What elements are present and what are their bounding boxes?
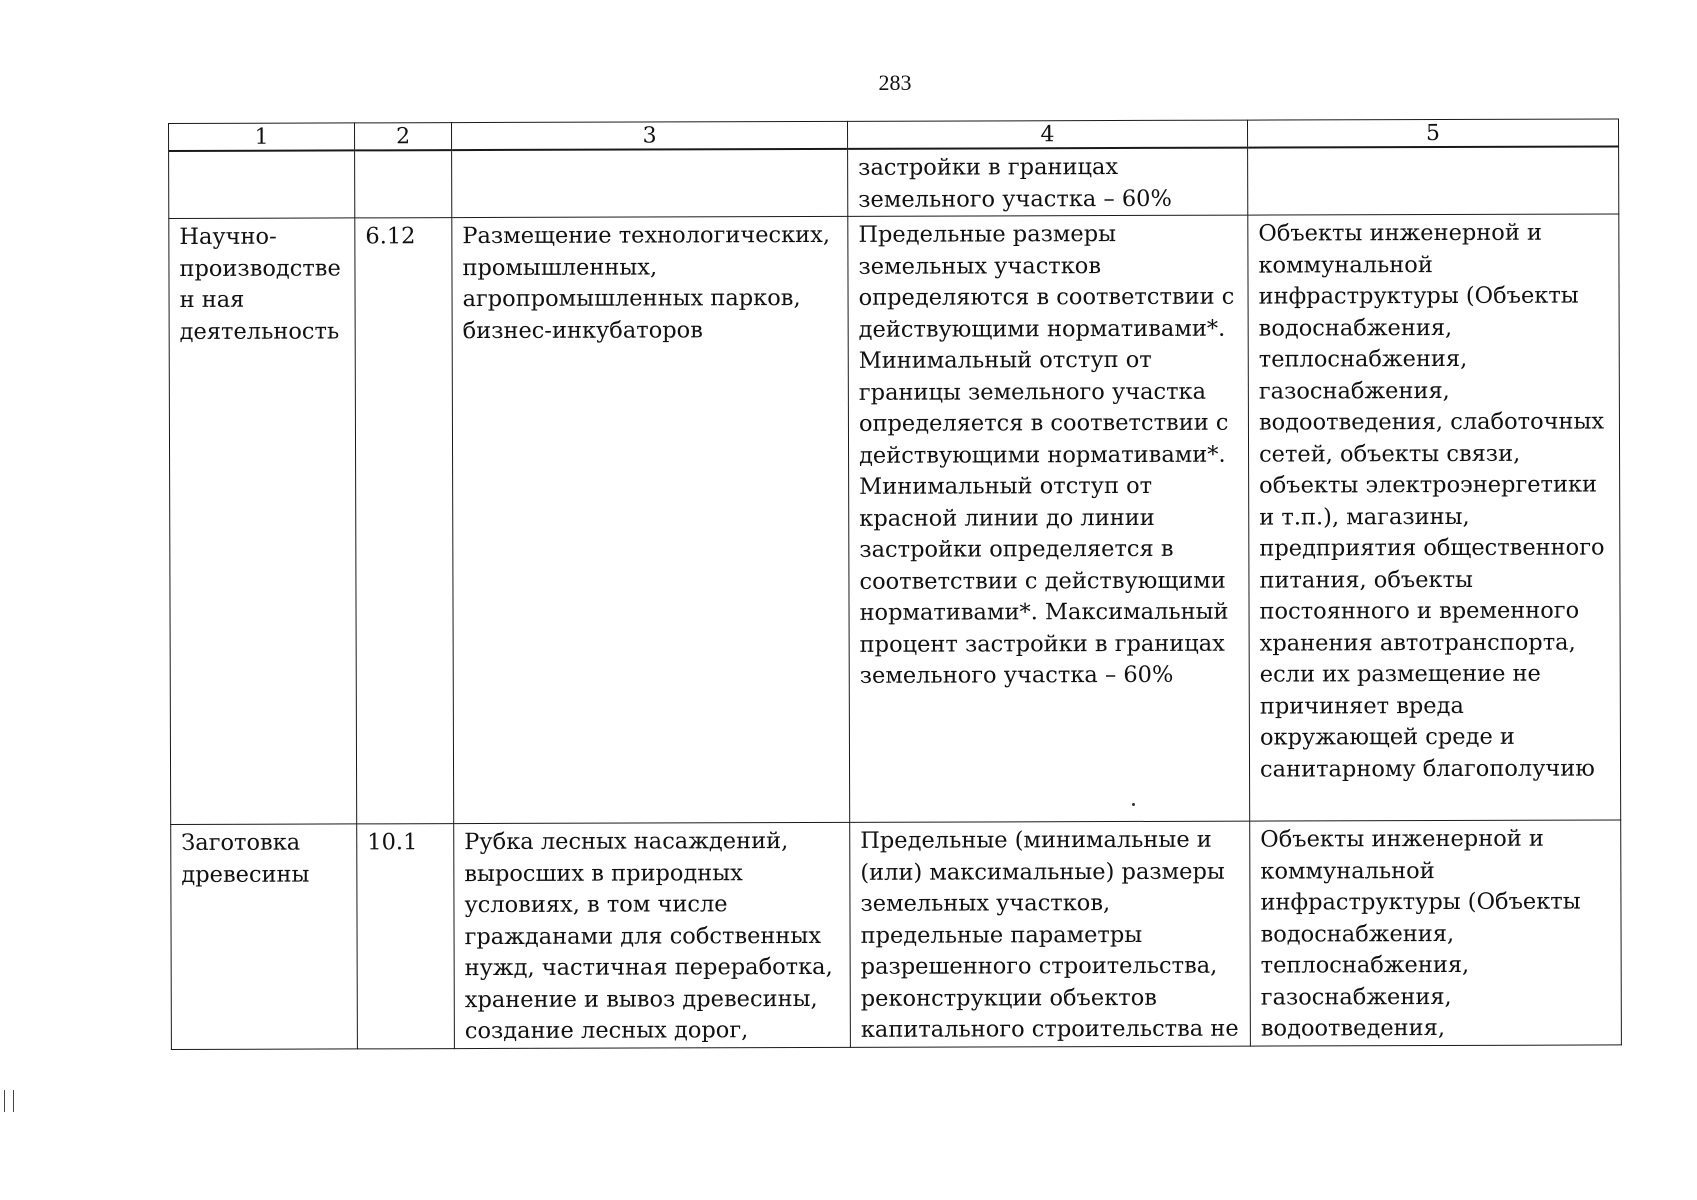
header-cell-3: 3: [452, 121, 848, 150]
document-sheet: [168, 118, 1621, 1049]
cell-type: [169, 150, 355, 218]
table-row: [169, 146, 1619, 218]
cell-description: Размещение технологических, промышленных, агропромышленных парков, бизнес-инкубаторов: [452, 216, 850, 823]
cell-parameters: Предельные размеры земельных участков определяются в соответствии с действующими нормативами*. Минимальный отступ от границы земельного участка определяется в соответствии с действующими нормативами*. Минимальный отступ от красной линии до линии застройки определяется в соответствии с действующими нормативами*. Максимальный процент застройки в границах земельного участка – 60%: [848, 215, 1250, 822]
cell-auxiliary: [1248, 146, 1619, 215]
cell-description: [452, 149, 848, 218]
cell-parameters: застройки в границах земельного участка – 60%: [848, 148, 1248, 217]
cell-code: 10.1: [357, 824, 455, 1049]
cell-code: 6.12: [355, 218, 454, 824]
binding-margin-mark: [4, 1090, 14, 1112]
page-number: 283: [878, 70, 912, 95]
cell-parameters: Предельные (минимальные и (или) максимальные) размеры земельных участков, предельные параметры разрешенного строительства, реконструкции объектов капитального строительства не: [850, 821, 1251, 1047]
cell-description: Рубка лесных насаждений, выросших в природных условиях, в том числе гражданами для собственных нужд, частичная переработка, хранение и вывоз древесины, создание лесных дорог,: [454, 822, 851, 1048]
zoning-table: [168, 118, 1622, 1049]
table-row: [169, 214, 1621, 825]
header-cell-5: 5: [1247, 119, 1618, 148]
table-row: [171, 820, 1622, 1049]
header-cell-2: 2: [355, 123, 452, 151]
cell-code: [355, 150, 452, 218]
header-cell-4: 4: [847, 120, 1247, 149]
cell-type: Заготовка древесины: [171, 824, 358, 1049]
cell-auxiliary: Объекты инженерной и коммунальной инфраструктуры (Объекты водоснабжения, теплоснабжения, газоснабжения, водоотведения, слаботочных сетей, объекты связи, объекты электроэнергетики и т.п.), магазины, предприятия общественного питания, объекты постоянного и временного хранения автотранспорта, если их размещение не причиняет вреда окружающей среде и санитарному благополучию: [1248, 214, 1621, 821]
cell-type: Научно-производствен ная деятельность: [169, 218, 357, 825]
scan-speck: [1132, 803, 1135, 806]
cell-auxiliary: Объекты инженерной и коммунальной инфраструктуры (Объекты водоснабжения, теплоснабжения, газоснабжения, водоотведения,: [1250, 820, 1622, 1046]
header-cell-1: 1: [169, 123, 355, 151]
